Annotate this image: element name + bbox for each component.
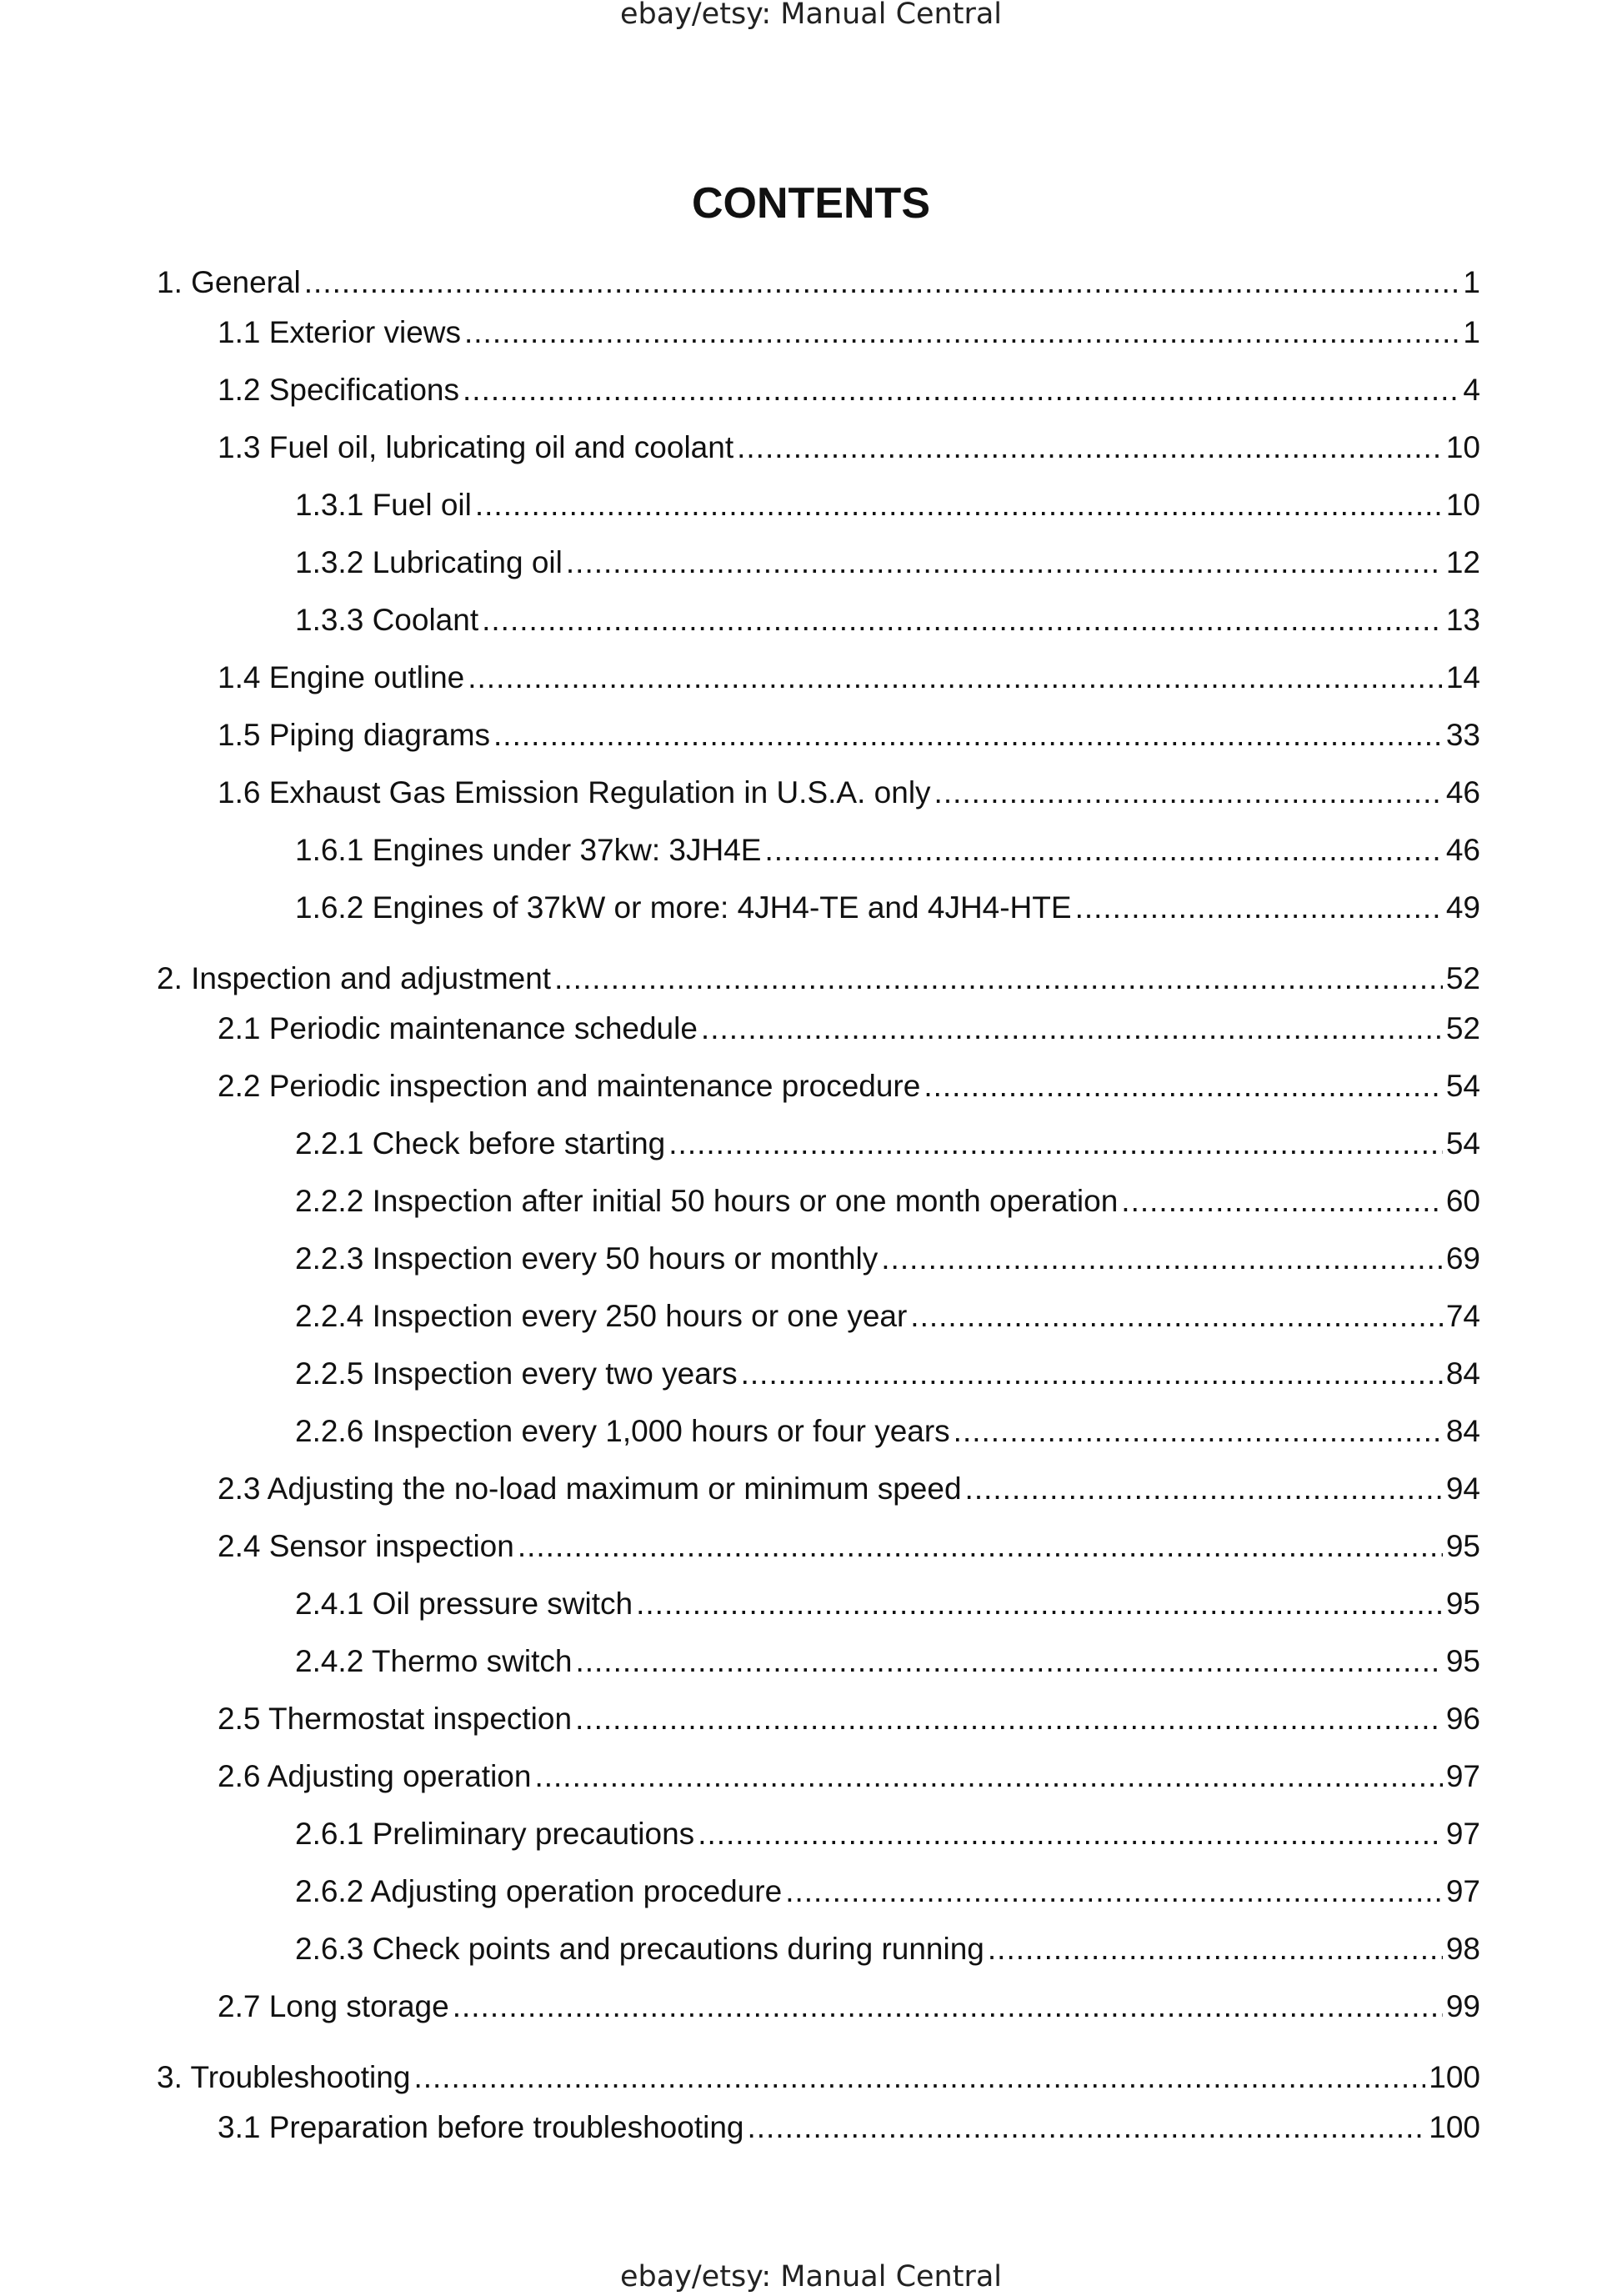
toc-entry-1-1[interactable] [218, 317, 1480, 355]
toc-entry-page: 94 [1445, 1471, 1480, 1506]
toc-entry-title: 1.1 Exterior views [218, 315, 461, 349]
toc-entry-title: 2.3 Adjusting the no-load maximum or minimum speed [218, 1471, 962, 1506]
toc-entry-title: 2.2.4 Inspection every 250 hours or one year [295, 1299, 908, 1333]
toc-entry-page: 4 [1463, 373, 1480, 407]
toc-dot-leader [575, 1646, 1442, 1677]
toc-entry-1-4[interactable] [218, 662, 1480, 700]
toc-dot-leader [468, 662, 1443, 693]
toc-entry-3-1[interactable] [218, 2112, 1480, 2150]
toc-entry-2-2[interactable] [218, 1070, 1480, 1109]
toc-dot-leader [785, 1876, 1443, 1907]
toc-entry-2-6-2[interactable] [295, 1876, 1480, 1914]
toc-dot-leader [464, 317, 1459, 348]
toc-dot-leader [493, 719, 1443, 750]
toc-entry-2-6-3[interactable] [295, 1933, 1480, 1972]
toc-entry-2-7[interactable] [218, 1991, 1480, 2029]
toc-entry-title: 1.3.3 Coolant [295, 603, 479, 637]
toc-entry-title: 1.5 Piping diagrams [218, 718, 491, 752]
toc-entry-page: 33 [1445, 718, 1480, 752]
toc-entry-title: 2.6.2 Adjusting operation procedure [295, 1874, 783, 1908]
toc-entry-title: 1.3.2 Lubricating oil [295, 545, 563, 579]
toc-entry-page: 98 [1445, 1932, 1480, 1966]
toc-entry-title: 3. Troubleshooting [157, 2060, 411, 2094]
toc-entry-title: 3.1 Preparation before troubleshooting [218, 2110, 744, 2144]
toc-dot-leader [1075, 892, 1443, 923]
toc-dot-leader [668, 1128, 1443, 1159]
toc-entry-page: 52 [1445, 1011, 1480, 1045]
toc-entry-title: 2.4 Sensor inspection [218, 1529, 514, 1563]
toc-entry-title: 2.6.1 Preliminary precautions [295, 1817, 695, 1851]
toc-entry-1-3-1[interactable] [295, 489, 1480, 528]
toc-entry-1-6-2[interactable] [295, 892, 1480, 930]
toc-entry-1-3[interactable] [218, 432, 1480, 470]
toc-dot-leader [924, 1070, 1443, 1101]
toc-entry-page: 1 [1463, 265, 1480, 299]
toc-entry-title: 2.6.3 Check points and precautions during running [295, 1932, 984, 1966]
toc-entry-title: 2.4.2 Thermo switch [295, 1644, 573, 1678]
toc-entry-title: 1.3.1 Fuel oil [295, 488, 472, 522]
toc-entry-page: 1 [1463, 315, 1480, 349]
toc-entry-page: 74 [1445, 1299, 1480, 1333]
toc-entry-page: 99 [1445, 1989, 1480, 2023]
toc-dot-leader [954, 1416, 1443, 1446]
toc-dot-leader [910, 1301, 1443, 1331]
toc-entry-title: 2.2.6 Inspection every 1,000 hours or four years [295, 1414, 950, 1448]
toc-dot-leader [881, 1243, 1443, 1274]
toc-entry-2-4-2[interactable] [295, 1646, 1480, 1684]
toc-entry-title: 1.2 Specifications [218, 373, 460, 407]
toc-entry-title: 1.6 Exhaust Gas Emission Regulation in U.S.A. only [218, 775, 931, 810]
toc-dot-leader [554, 963, 1443, 994]
toc-dot-leader [413, 2062, 1425, 2093]
toc-entry-2-2-4[interactable] [295, 1301, 1480, 1339]
toc-entry-1-6[interactable] [218, 777, 1480, 815]
toc-entry-1-2[interactable] [218, 374, 1480, 413]
toc-entry-title: 1.4 Engine outline [218, 660, 465, 694]
toc-entry-page: 10 [1445, 488, 1480, 522]
toc-dot-leader [304, 267, 1460, 298]
watermark-bottom: ebay/etsy: Manual Central [619, 2260, 1003, 2293]
toc-dot-leader [534, 1761, 1442, 1792]
page-title: CONTENTS [692, 179, 930, 228]
toc-entry-title: 2.2.2 Inspection after initial 50 hours or one month operation [295, 1184, 1119, 1218]
toc-entry-2-6[interactable] [218, 1761, 1480, 1799]
toc-entry-title: 2.5 Thermostat inspection [218, 1702, 573, 1736]
toc-dot-leader [988, 1933, 1443, 1964]
toc-entry-page: 100 [1429, 2110, 1480, 2144]
toc-dot-leader [741, 1358, 1443, 1389]
toc-entry-page: 54 [1445, 1126, 1480, 1161]
toc-entry-title: 1.6.1 Engines under 37kw: 3JH4E [295, 833, 762, 867]
toc-entry-title: 1. General [157, 265, 301, 299]
toc-dot-leader [737, 432, 1443, 463]
toc-entry-3[interactable] [157, 2062, 1480, 2100]
toc-entry-title: 2.2 Periodic inspection and maintenance procedure [218, 1069, 921, 1103]
toc-entry-page: 52 [1445, 961, 1480, 995]
toc-entry-page: 46 [1445, 833, 1480, 867]
toc-entry-2-2-5[interactable] [295, 1358, 1480, 1396]
toc-entry-page: 10 [1445, 430, 1480, 464]
toc-entry-title: 2.2.5 Inspection every two years [295, 1356, 738, 1391]
toc-entry-2-3[interactable] [218, 1473, 1480, 1511]
toc-entry-2-5[interactable] [218, 1703, 1480, 1742]
toc-dot-leader [764, 835, 1442, 865]
toc-dot-leader [636, 1588, 1443, 1619]
toc-dot-leader [463, 374, 1459, 405]
toc-entry-2[interactable] [157, 963, 1480, 1001]
toc-entry-title: 2.1 Periodic maintenance schedule [218, 1011, 698, 1045]
toc-dot-leader [566, 547, 1443, 578]
toc-entry-page: 60 [1445, 1184, 1480, 1218]
toc-dot-leader [475, 489, 1443, 520]
toc-entry-page: 100 [1429, 2060, 1480, 2094]
toc-entry-2-2-2[interactable] [295, 1186, 1480, 1224]
toc-entry-1-5[interactable] [218, 719, 1480, 758]
toc-dot-leader [1121, 1186, 1443, 1216]
toc-entry-2-1[interactable] [218, 1013, 1480, 1051]
toc-entry-page: 95 [1445, 1644, 1480, 1678]
toc-entry-page: 84 [1445, 1414, 1480, 1448]
toc-entry-2-2-6[interactable] [295, 1416, 1480, 1454]
toc-entry-2-4-1[interactable] [295, 1588, 1480, 1627]
watermark-top: ebay/etsy: Manual Central [619, 0, 1003, 31]
toc-entry-title: 2.4.1 Oil pressure switch [295, 1587, 633, 1621]
toc-entry-page: 46 [1445, 775, 1480, 810]
toc-dot-leader [453, 1991, 1443, 2022]
toc-entry-page: 84 [1445, 1356, 1480, 1391]
toc-dot-leader [482, 604, 1443, 635]
toc-entry-page: 69 [1445, 1241, 1480, 1276]
toc-entry-title: 2.2.1 Check before starting [295, 1126, 666, 1161]
toc-entry-2-6-1[interactable] [295, 1818, 1480, 1857]
toc-entry-page: 97 [1445, 1817, 1480, 1851]
toc-entry-title: 2.2.3 Inspection every 50 hours or monthly [295, 1241, 879, 1276]
toc-entry-2-4[interactable] [218, 1531, 1480, 1569]
toc-entry-1-3-2[interactable] [295, 547, 1480, 585]
toc-entry-2-2-1[interactable] [295, 1128, 1480, 1166]
toc-entry-title: 1.6.2 Engines of 37kW or more: 4JH4-TE and 4JH4-HTE [295, 890, 1072, 925]
toc-entry-page: 95 [1445, 1587, 1480, 1621]
toc-entry-page: 96 [1445, 1702, 1480, 1736]
toc-dot-leader [518, 1531, 1443, 1562]
toc-entry-page: 97 [1445, 1759, 1480, 1793]
toc-entry-page: 12 [1445, 545, 1480, 579]
toc-dot-leader [575, 1703, 1443, 1734]
toc-entry-1[interactable] [157, 267, 1480, 305]
toc-entry-title: 2.6 Adjusting operation [218, 1759, 532, 1793]
toc-entry-page: 14 [1445, 660, 1480, 694]
toc-dot-leader [701, 1013, 1443, 1044]
toc-entry-1-6-1[interactable] [295, 835, 1480, 873]
toc-dot-leader [965, 1473, 1443, 1504]
toc-entry-1-3-3[interactable] [295, 604, 1480, 643]
toc-entry-page: 97 [1445, 1874, 1480, 1908]
toc-entry-title: 2. Inspection and adjustment [157, 961, 552, 995]
toc-entry-page: 49 [1445, 890, 1480, 925]
toc-dot-leader [748, 2112, 1426, 2143]
toc-dot-leader [698, 1818, 1443, 1849]
toc-entry-page: 95 [1445, 1529, 1480, 1563]
toc-dot-leader [934, 777, 1443, 808]
toc-entry-2-2-3[interactable] [295, 1243, 1480, 1281]
toc-entry-title: 1.3 Fuel oil, lubricating oil and coolant [218, 430, 734, 464]
toc-entry-page: 54 [1445, 1069, 1480, 1103]
toc-entry-page: 13 [1445, 603, 1480, 637]
toc-entry-title: 2.7 Long storage [218, 1989, 449, 2023]
